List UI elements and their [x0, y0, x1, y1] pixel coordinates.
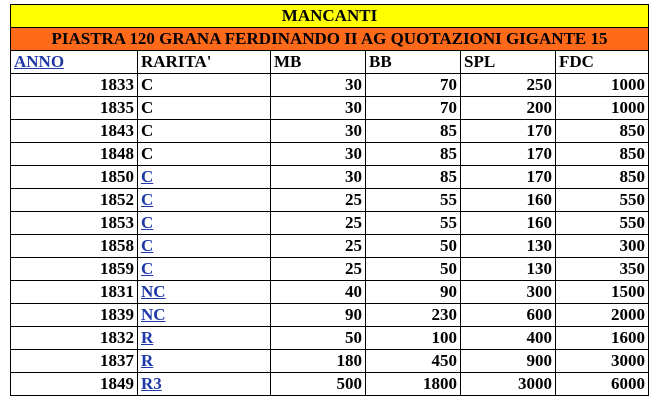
table-row — [11, 327, 649, 350]
cell-spl: 170 — [461, 143, 556, 166]
rarity-link[interactable]: NC — [141, 305, 166, 324]
cell-anno: 1859 — [11, 258, 138, 281]
cell-rarita — [138, 235, 271, 258]
cell-spl: 130 — [461, 235, 556, 258]
table-row — [11, 97, 649, 120]
header-row — [11, 51, 649, 74]
cell-anno: 1839 — [11, 304, 138, 327]
cell-mb: 30 — [271, 166, 366, 189]
cell-anno: 1848 — [11, 143, 138, 166]
column-header-spl: SPL — [461, 51, 556, 74]
table-row — [11, 235, 649, 258]
cell-spl: 160 — [461, 189, 556, 212]
cell-bb: 70 — [366, 97, 461, 120]
table-row — [11, 212, 649, 235]
subtitle-row — [11, 28, 649, 51]
cell-fdc: 6000 — [556, 373, 649, 396]
table-row — [11, 258, 649, 281]
cell-bb: 85 — [366, 166, 461, 189]
cell-bb: 90 — [366, 281, 461, 304]
cell-mb: 25 — [271, 235, 366, 258]
table-row — [11, 120, 649, 143]
column-header-bb: BB — [366, 51, 461, 74]
cell-bb: 85 — [366, 143, 461, 166]
cell-anno: 1858 — [11, 235, 138, 258]
rarity-link[interactable]: R — [141, 351, 154, 370]
cell-bb: 100 — [366, 327, 461, 350]
cell-spl: 130 — [461, 258, 556, 281]
cell-fdc: 1500 — [556, 281, 649, 304]
cell-rarita: C — [138, 97, 271, 120]
rarity-link[interactable]: C — [141, 167, 154, 186]
table-row — [11, 281, 649, 304]
cell-anno: 1837 — [11, 350, 138, 373]
cell-fdc: 550 — [556, 212, 649, 235]
cell-spl: 170 — [461, 120, 556, 143]
table-row — [11, 189, 649, 212]
column-header-fdc: FDC — [556, 51, 649, 74]
rarity-link[interactable]: C — [141, 213, 154, 232]
cell-anno: 1852 — [11, 189, 138, 212]
cell-spl: 600 — [461, 304, 556, 327]
cell-rarita: C — [138, 74, 271, 97]
table-row — [11, 350, 649, 373]
table-title: MANCANTI — [11, 5, 649, 28]
rarity-link[interactable]: R3 — [141, 374, 162, 393]
cell-mb: 25 — [271, 212, 366, 235]
table-row — [11, 373, 649, 396]
cell-fdc: 3000 — [556, 350, 649, 373]
cell-fdc: 550 — [556, 189, 649, 212]
cell-mb: 50 — [271, 327, 366, 350]
cell-spl: 170 — [461, 166, 556, 189]
cell-anno: 1835 — [11, 97, 138, 120]
cell-anno: 1853 — [11, 212, 138, 235]
cell-rarita — [138, 373, 271, 396]
cell-bb: 1800 — [366, 373, 461, 396]
rarity-link[interactable]: C — [141, 259, 154, 278]
column-header-rarita: RARITA' — [138, 51, 271, 74]
cell-bb: 55 — [366, 189, 461, 212]
cell-spl: 900 — [461, 350, 556, 373]
cell-bb: 85 — [366, 120, 461, 143]
cell-mb: 25 — [271, 189, 366, 212]
cell-bb: 50 — [366, 235, 461, 258]
cell-rarita — [138, 304, 271, 327]
cell-mb: 30 — [271, 120, 366, 143]
cell-mb: 180 — [271, 350, 366, 373]
rarity-link[interactable]: R — [141, 328, 154, 347]
cell-spl: 160 — [461, 212, 556, 235]
quotation-table — [10, 4, 649, 396]
table-row — [11, 74, 649, 97]
cell-fdc: 850 — [556, 120, 649, 143]
cell-anno: 1850 — [11, 166, 138, 189]
rarity-link[interactable]: NC — [141, 282, 166, 301]
table-row — [11, 166, 649, 189]
cell-fdc: 850 — [556, 143, 649, 166]
rarity-link[interactable]: C — [141, 190, 154, 209]
cell-anno: 1849 — [11, 373, 138, 396]
cell-spl: 3000 — [461, 373, 556, 396]
cell-fdc: 350 — [556, 258, 649, 281]
cell-rarita — [138, 189, 271, 212]
column-header-anno[interactable] — [11, 51, 138, 74]
cell-anno: 1831 — [11, 281, 138, 304]
cell-spl: 300 — [461, 281, 556, 304]
rarity-link[interactable]: C — [141, 236, 154, 255]
cell-mb: 30 — [271, 97, 366, 120]
cell-mb: 30 — [271, 74, 366, 97]
cell-fdc: 2000 — [556, 304, 649, 327]
cell-rarita — [138, 327, 271, 350]
cell-rarita — [138, 212, 271, 235]
cell-rarita: C — [138, 143, 271, 166]
cell-spl: 200 — [461, 97, 556, 120]
cell-spl: 400 — [461, 327, 556, 350]
sort-link-anno[interactable]: ANNO — [14, 52, 65, 71]
table-subtitle: PIASTRA 120 GRANA FERDINANDO II AG QUOTAZIONI GIGANTE 15 — [11, 28, 649, 51]
column-header-mb: MB — [271, 51, 366, 74]
title-row — [11, 5, 649, 28]
cell-mb: 40 — [271, 281, 366, 304]
cell-rarita — [138, 281, 271, 304]
cell-bb: 450 — [366, 350, 461, 373]
cell-bb: 50 — [366, 258, 461, 281]
cell-anno: 1833 — [11, 74, 138, 97]
cell-mb: 500 — [271, 373, 366, 396]
cell-rarita: C — [138, 120, 271, 143]
cell-mb: 90 — [271, 304, 366, 327]
cell-bb: 55 — [366, 212, 461, 235]
cell-spl: 250 — [461, 74, 556, 97]
table-row — [11, 143, 649, 166]
cell-fdc: 850 — [556, 166, 649, 189]
cell-anno: 1843 — [11, 120, 138, 143]
cell-rarita — [138, 350, 271, 373]
table-row — [11, 304, 649, 327]
cell-fdc: 1000 — [556, 74, 649, 97]
cell-fdc: 1000 — [556, 97, 649, 120]
cell-rarita — [138, 166, 271, 189]
cell-bb: 230 — [366, 304, 461, 327]
cell-fdc: 300 — [556, 235, 649, 258]
cell-mb: 30 — [271, 143, 366, 166]
cell-rarita — [138, 258, 271, 281]
cell-fdc: 1600 — [556, 327, 649, 350]
cell-bb: 70 — [366, 74, 461, 97]
cell-anno: 1832 — [11, 327, 138, 350]
cell-mb: 25 — [271, 258, 366, 281]
